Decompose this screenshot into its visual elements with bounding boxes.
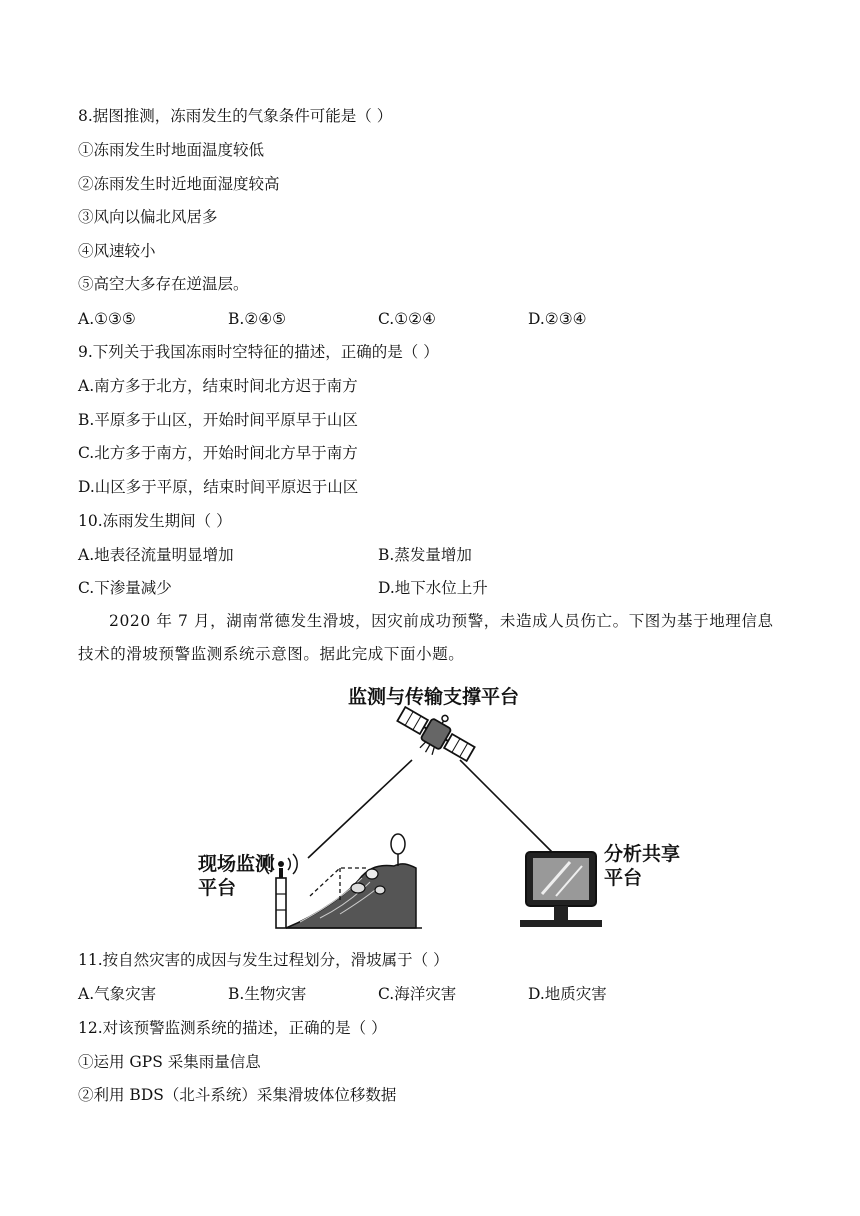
q11-option-b: B.生物灾害 bbox=[228, 985, 307, 1003]
q12-stem: 12.对该预警监测系统的描述，正确的是（ ） bbox=[78, 1019, 387, 1037]
landslide-monitoring-diagram bbox=[190, 682, 690, 942]
passage: 2020 年 7 月，湖南常德发生滑坡，因灾前成功预警，未造成人员伤亡。下图为基于地理信息技术的滑坡预警监测系统示意图。据此完成下面小题。 bbox=[78, 612, 774, 663]
q8-statement-4: ④风速较小 bbox=[78, 242, 156, 260]
computer-monitor-icon bbox=[520, 852, 602, 927]
q11-option-d: D.地质灾害 bbox=[528, 985, 607, 1003]
q10-option-d: D.地下水位上升 bbox=[378, 579, 488, 597]
satellite-icon bbox=[391, 696, 481, 772]
q9-stem: 9.下列关于我国冻雨时空特征的描述，正确的是（ ） bbox=[78, 343, 439, 361]
q8-stem: 8.据图推测，冻雨发生的气象条件可能是（ ） bbox=[78, 107, 393, 125]
figure-left-label: 现场监测平台 bbox=[198, 853, 275, 899]
q8-statement-2: ②冻雨发生时近地面湿度较高 bbox=[78, 175, 280, 193]
q8-option-d: D.②③④ bbox=[528, 310, 587, 328]
q9-option-c: C.北方多于南方，开始时间北方早于南方 bbox=[78, 444, 358, 462]
q8-statement-1: ①冻雨发生时地面温度较低 bbox=[78, 141, 265, 159]
q8-option-c: C.①②④ bbox=[378, 310, 436, 328]
q10-stem: 10.冻雨发生期间（ ） bbox=[78, 512, 232, 530]
q10-option-c: C.下渗量减少 bbox=[78, 579, 172, 597]
monitoring-station-icon bbox=[265, 854, 297, 928]
q12-statement-1: ①运用 GPS 采集雨量信息 bbox=[78, 1053, 261, 1071]
q10-option-b: B.蒸发量增加 bbox=[378, 546, 472, 564]
landslide-hill bbox=[286, 834, 422, 928]
q11-option-c: C.海洋灾害 bbox=[378, 985, 457, 1003]
q8-statement-3: ③风向以偏北风居多 bbox=[78, 208, 218, 226]
q12-statement-2: ②利用 BDS（北斗系统）采集滑坡体位移数据 bbox=[78, 1086, 397, 1104]
q11-option-a: A.气象灾害 bbox=[78, 985, 157, 1003]
q11-stem: 11.按自然灾害的成因与发生过程划分，滑坡属于（ ） bbox=[78, 951, 449, 969]
q8-option-a: A.①③⑤ bbox=[78, 310, 136, 328]
q8-statement-5: ⑤高空大多存在逆温层。 bbox=[78, 275, 249, 293]
q9-option-b: B.平原多于山区，开始时间平原早于山区 bbox=[78, 411, 358, 429]
figure-right-label: 分析共享平台 bbox=[604, 843, 681, 889]
q9-option-a: A.南方多于北方，结束时间北方迟于南方 bbox=[78, 377, 358, 395]
q8-option-b: B.②④⑤ bbox=[228, 310, 287, 328]
figure-title: 监测与传输支撑平台 bbox=[348, 686, 520, 708]
downlink-line bbox=[460, 760, 552, 852]
q9-option-d: D.山区多于平原，结束时间平原迟于山区 bbox=[78, 478, 359, 496]
q10-option-a: A.地表径流量明显增加 bbox=[78, 546, 234, 564]
